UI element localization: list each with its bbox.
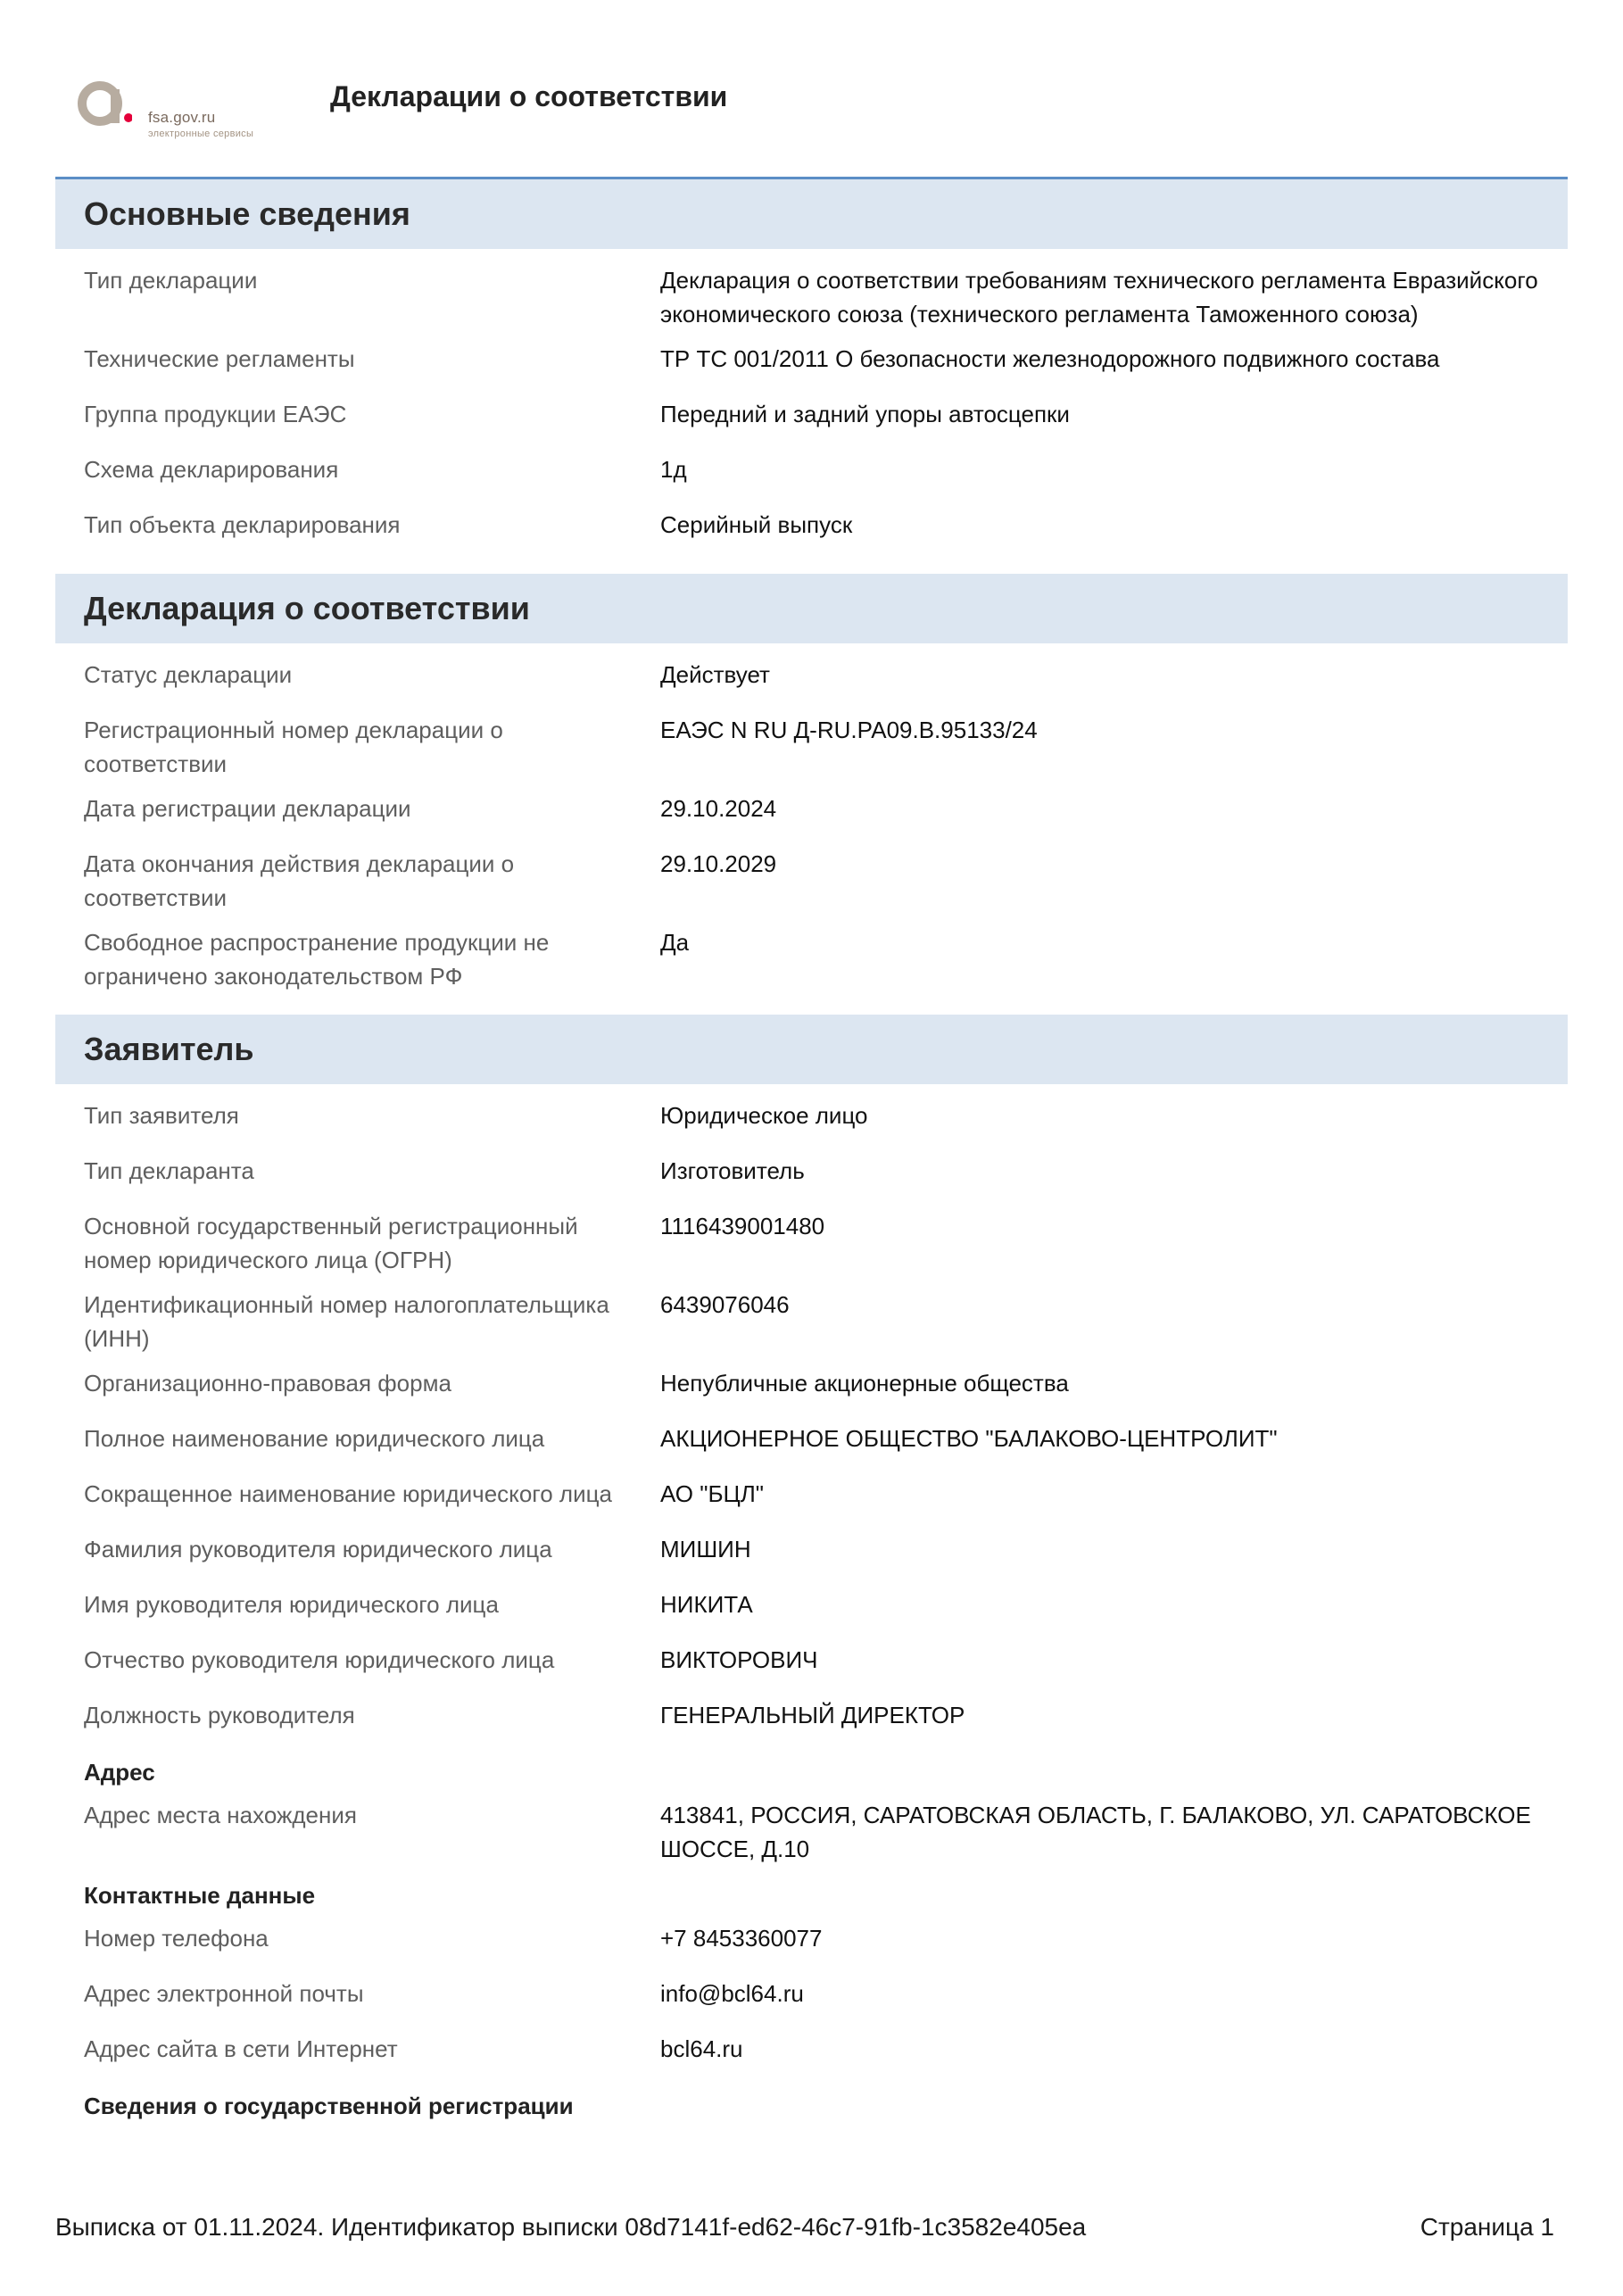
section-basic-title: Основные сведения [55,179,1568,249]
page-title: Декларации о соответствии [330,80,728,112]
row-head-surname [55,1532,1568,1577]
field-label: Сокращенное наименование юридического лица [84,1480,612,1507]
field-value: info@bcl64.ru [660,1980,804,2007]
field-label: Тип заявителя [84,1102,239,1129]
row-applicant-type [55,1098,1568,1143]
field-value: ВИКТОРОВИЧ [660,1646,818,1673]
row-website [55,2032,1568,2076]
row-object-type [55,508,1568,552]
row-tech-regulations [55,342,1568,386]
field-value: 1д [660,456,687,483]
field-value: Действует [660,661,770,688]
field-label: Свободное распространение продукции не ограничено законодательством РФ [84,929,550,990]
field-label: Схема декларирования [84,456,339,483]
page-number: Страница 1 [1420,2213,1554,2241]
field-value: Передний и задний упоры автосцепки [660,401,1070,427]
row-full-name [55,1422,1568,1466]
fsa-logo-icon [77,77,132,132]
field-value: Декларация о соответствии требованиям технического регламента Евразийского экономического союза (технического регламента Таможенного союза) [660,267,1538,327]
field-label: Тип декларанта [84,1157,254,1184]
field-label: Должность руководителя [84,1702,355,1728]
row-declaration-scheme [55,452,1568,497]
row-head-name [55,1587,1568,1632]
field-label: Полное наименование юридического лица [84,1425,545,1452]
page-header [77,75,1540,155]
contacts-subheading: Контактные данные [84,1882,316,1909]
field-value: 29.10.2024 [660,795,777,822]
field-label: Адрес сайта в сети Интернет [84,2035,398,2062]
section-declaration-title: Декларация о соответствии [55,574,1568,643]
logo-subtitle: электронные сервисы [148,128,254,139]
field-label: Адрес электронной почты [84,1980,364,2007]
field-value: 413841, РОССИЯ, САРАТОВСКАЯ ОБЛАСТЬ, Г. БАЛАКОВО, УЛ. САРАТОВСКОЕ ШОССЕ, Д.10 [660,1802,1531,1862]
field-label: Тип декларации [84,267,258,294]
field-value: НИКИТА [660,1591,753,1618]
field-value: ЕАЭС N RU Д-RU.РА09.В.95133/24 [660,717,1038,743]
logo-domain: fsa.gov.ru [148,109,216,126]
row-head-patronymic [55,1643,1568,1687]
field-label: Имя руководителя юридического лица [84,1591,499,1618]
row-legal-form [55,1366,1568,1411]
field-value: Серийный выпуск [660,511,853,538]
row-email [55,1977,1568,2021]
section-applicant-rows [55,1084,1568,2143]
row-declaration-type [55,263,1568,331]
row-phone [55,1921,1568,1966]
page-footer [55,2213,1554,2242]
row-short-name [55,1477,1568,1521]
field-value: bcl64.ru [660,2035,743,2062]
field-value: АО "БЦЛ" [660,1480,765,1507]
declaration-content [55,177,1568,2143]
field-value: ГЕНЕРАЛЬНЫЙ ДИРЕКТОР [660,1702,965,1728]
field-label: Дата окончания действия декларации о соответствии [84,850,515,911]
field-label: Группа продукции ЕАЭС [84,401,347,427]
row-declarant-type [55,1154,1568,1198]
row-ogrn [55,1209,1568,1277]
field-value: 6439076046 [660,1291,790,1318]
field-value: ТР ТС 001/2011 О безопасности железнодорожного подвижного состава [660,345,1440,372]
field-value: +7 8453360077 [660,1925,823,1952]
field-label: Статус декларации [84,661,293,688]
row-reg-number [55,713,1568,781]
field-label: Тип объекта декларирования [84,511,401,538]
field-value: МИШИН [660,1536,751,1562]
row-expiry-date [55,847,1568,915]
section-declaration-rows [55,643,1568,1015]
field-value: 29.10.2029 [660,850,777,877]
row-reg-date [55,792,1568,836]
field-value: Непубличные акционерные общества [660,1370,1069,1397]
address-subheading: Адрес [84,1759,155,1786]
field-label: Адрес места нахождения [84,1802,357,1828]
field-label: Технические регламенты [84,345,355,372]
field-label: Основной государственный регистрационный номер юридического лица (ОГРН) [84,1213,578,1273]
field-label: Идентификационный номер налогоплательщика (ИНН) [84,1291,609,1352]
field-value: 1116439001480 [660,1213,825,1239]
field-label: Отчество руководителя юридического лица [84,1646,555,1673]
state-registration-subheading: Сведения о государственной регистрации [84,2093,574,2119]
row-free-distribution [55,925,1568,993]
extract-info: Выписка от 01.11.2024. Идентификатор выписки 08d7141f-ed62-46c7-91fb-1c3582e405ea [55,2213,1087,2241]
fsa-logo[interactable] [77,75,282,146]
section-applicant-title: Заявитель [55,1015,1568,1084]
field-label: Фамилия руководителя юридического лица [84,1536,552,1562]
field-label: Организационно-правовая форма [84,1370,451,1397]
row-head-position [55,1698,1568,1743]
field-value: Изготовитель [660,1157,805,1184]
field-label: Дата регистрации декларации [84,795,411,822]
field-value: АКЦИОНЕРНОЕ ОБЩЕСТВО "БАЛАКОВО-ЦЕНТРОЛИТ" [660,1425,1278,1452]
row-product-group [55,397,1568,442]
row-address [55,1798,1568,1866]
row-status [55,658,1568,702]
row-inn [55,1288,1568,1355]
section-basic-rows [55,249,1568,574]
field-value: Юридическое лицо [660,1102,868,1129]
field-label: Регистрационный номер декларации о соответствии [84,717,503,777]
field-label: Номер телефона [84,1925,269,1952]
field-value: Да [660,929,690,956]
